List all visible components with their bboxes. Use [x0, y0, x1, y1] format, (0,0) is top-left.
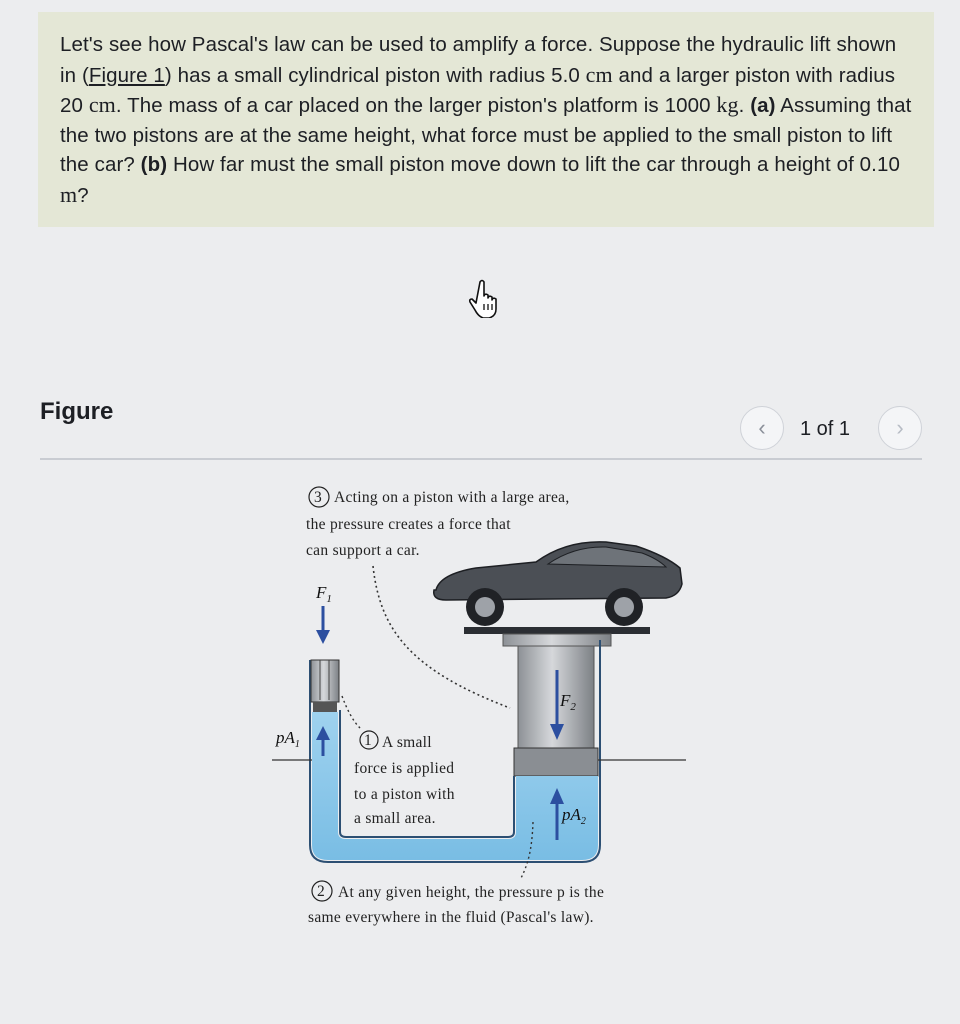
pa2-label: $pA_2$ [562, 805, 586, 827]
annotation-line: A small [382, 734, 432, 751]
part-a-question: Assuming that the two pistons are at the same height, what force must be applied to the small piston to lift the car? [60, 94, 912, 176]
problem-text-segment: . [738, 94, 751, 117]
chevron-left-icon[interactable]: ‹ [740, 406, 784, 450]
annotation-line: At any given height, the pressure p is the [338, 884, 605, 901]
piston-head [514, 748, 598, 776]
unit-cm: cm [585, 61, 613, 87]
annotation-number: 1 [364, 732, 373, 749]
pointer-line [342, 696, 360, 728]
unit-m: m [60, 181, 78, 207]
problem-text-segment: ? [77, 183, 89, 207]
hand-pointer-icon [466, 278, 504, 318]
annotation-line: the pressure creates a force that [306, 516, 511, 533]
problem-statement-box [38, 12, 934, 227]
problem-text [60, 30, 912, 210]
annotation-line: can support a car. [306, 542, 420, 559]
part-b-tag: (b) [140, 153, 168, 176]
lift-platform [464, 627, 650, 634]
unit-cm: cm [88, 92, 116, 117]
f1-label: $F_1$ [316, 583, 332, 605]
pa1-label: $pA_1$ [276, 728, 300, 750]
annotation-small-piston [342, 696, 455, 827]
f2-label: $F_2$ [560, 691, 576, 713]
figure-pager [736, 406, 928, 454]
f1-arrow-head [316, 630, 330, 644]
car-illustration [434, 542, 682, 626]
figure-heading: Figure [40, 398, 114, 425]
page-count: 1 of 1 [800, 418, 851, 440]
annotation-line: same everywhere in the fluid (Pascal's law). [308, 909, 594, 926]
problem-text-segment: and a larger piston with radius 20 [60, 63, 896, 117]
annotation-line: Acting on a piston with a large area, [334, 489, 570, 506]
annotation-number: 2 [317, 883, 326, 900]
small-piston [311, 660, 339, 712]
chevron-right-icon[interactable]: › [878, 406, 922, 450]
hydraulic-lift-figure [0, 460, 960, 960]
problem-text-segment: Let's see how Pascal's law can be used to amplify a force. Suppose the hydraulic lift shown in ( [60, 33, 897, 87]
figure-1-link[interactable]: Figure 1 [88, 63, 165, 87]
platform-cap [503, 634, 611, 646]
annotation-line: a small area. [354, 810, 436, 827]
annotation-number: 3 [314, 489, 323, 506]
annotation-line: to a piston with [354, 786, 455, 803]
problem-text-segment: ) has a small cylindrical piston with radius 5.0 [164, 63, 586, 87]
part-a-tag: (a) [750, 94, 776, 117]
problem-text-segment: . The mass of a car placed on the larger piston's platform is 1000 [115, 94, 717, 117]
unit-kg: kg [716, 92, 739, 117]
part-b-question: How far must the small piston move down to lift the car through a height of 0.10 [167, 153, 900, 176]
annotation-line: force is applied [354, 760, 455, 777]
